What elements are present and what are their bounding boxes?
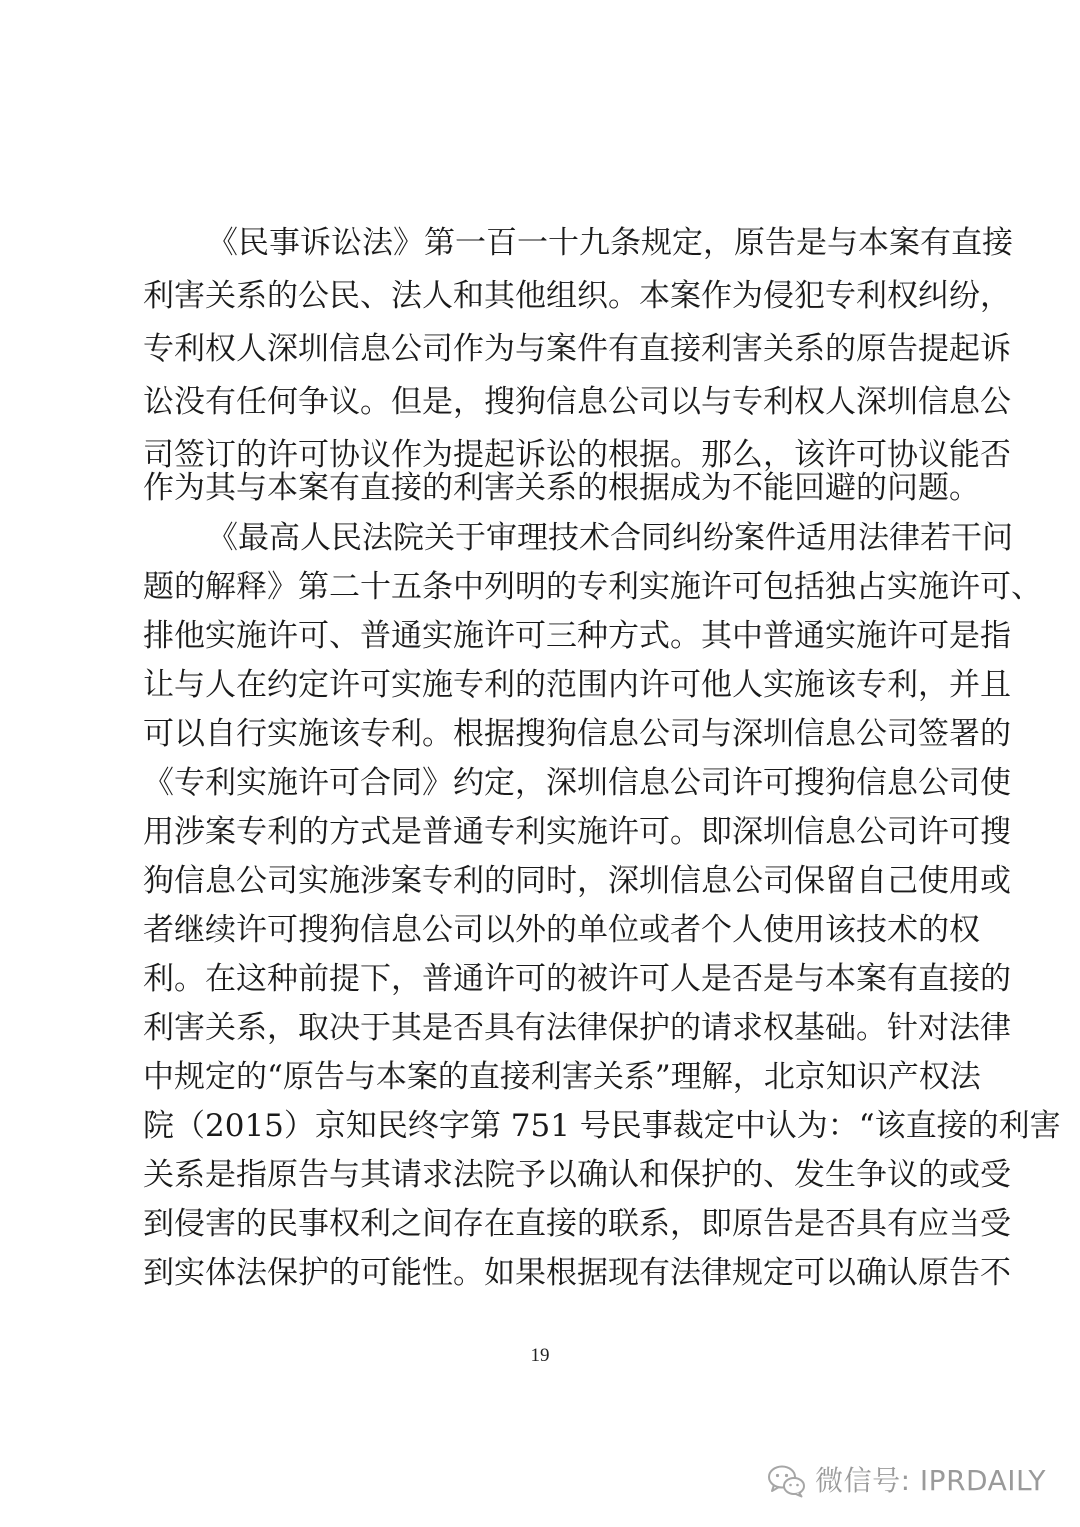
paragraph-2-line-9: 者继续许可搜狗信息公司以外的单位或者个人使用该技术的权 [143,912,980,948]
watermark [767,1463,1046,1499]
paragraph-2-line-16: 到实体法保护的可能性。如果根据现有法律规定可以确认原告不 [143,1255,1011,1291]
paragraph-2-line-14: 关系是指原告与其请求法院予以确认和保护的、发生争议的或受 [143,1157,1011,1193]
paragraph-2-line-4: 让与人在约定许可实施专利的范围内许可他人实施该专利，并且 [143,667,1011,703]
wechat-icon [767,1464,807,1498]
paragraph-1-line-2: 利害关系的公民、法人和其他组织。本案作为侵犯专利权纠纷， [143,278,1011,314]
paragraph-2-line-5: 可以自行实施该专利。根据搜狗信息公司与深圳信息公司签署的 [143,716,1011,752]
paragraph-1-line-6: 作为其与本案有直接的利害关系的根据成为不能回避的问题。 [143,470,980,506]
paragraph-2-line-2: 题的解释》第二十五条中列明的专利实施许可包括独占实施许可、 [143,569,1042,605]
paragraph-2-line-11: 利害关系，取决于其是否具有法律保护的请求权基础。针对法律 [143,1010,1011,1046]
paragraph-2-line-1: 《最高人民法院关于审理技术合同纠纷案件适用法律若干问 [207,520,1013,556]
paragraph-2-line-10: 利。在这种前提下，普通许可的被许可人是否是与本案有直接的 [143,961,1011,997]
paragraph-1-line-5: 司签订的许可协议作为提起诉讼的根据。那么，该许可协议能否 [143,437,1011,473]
paragraph-1-line-4: 讼没有任何争议。但是，搜狗信息公司以与专利权人深圳信息公 [143,384,1011,420]
paragraph-2-line-13: 院（2015）京知民终字第 751 号民事裁定中认为：“该直接的利害 [143,1108,1061,1144]
page-number: 19 [530,1345,550,1366]
paragraph-1-line-1: 《民事诉讼法》第一百一十九条规定，原告是与本案有直接 [207,225,1013,261]
paragraph-2-line-15: 到侵害的民事权利之间存在直接的联系，即原告是否具有应当受 [143,1206,1011,1242]
paragraph-2-line-12: 中规定的“原告与本案的直接利害关系”理解，北京知识产权法 [143,1059,981,1095]
paragraph-1-line-3: 专利权人深圳信息公司作为与案件有直接利害关系的原告提起诉 [143,331,1011,367]
paragraph-2-line-6: 《专利实施许可合同》约定，深圳信息公司许可搜狗信息公司使 [143,765,1011,801]
paragraph-2-line-3: 排他实施许可、普通实施许可三种方式。其中普通实施许可是指 [143,618,1011,654]
watermark-text: 微信号: IPRDAILY [815,1464,1046,1497]
paragraph-2-line-8: 狗信息公司实施涉案专利的同时，深圳信息公司保留自己使用或 [143,863,1011,899]
paragraph-2-line-7: 用涉案专利的方式是普通专利实施许可。即深圳信息公司许可搜 [143,814,1011,850]
